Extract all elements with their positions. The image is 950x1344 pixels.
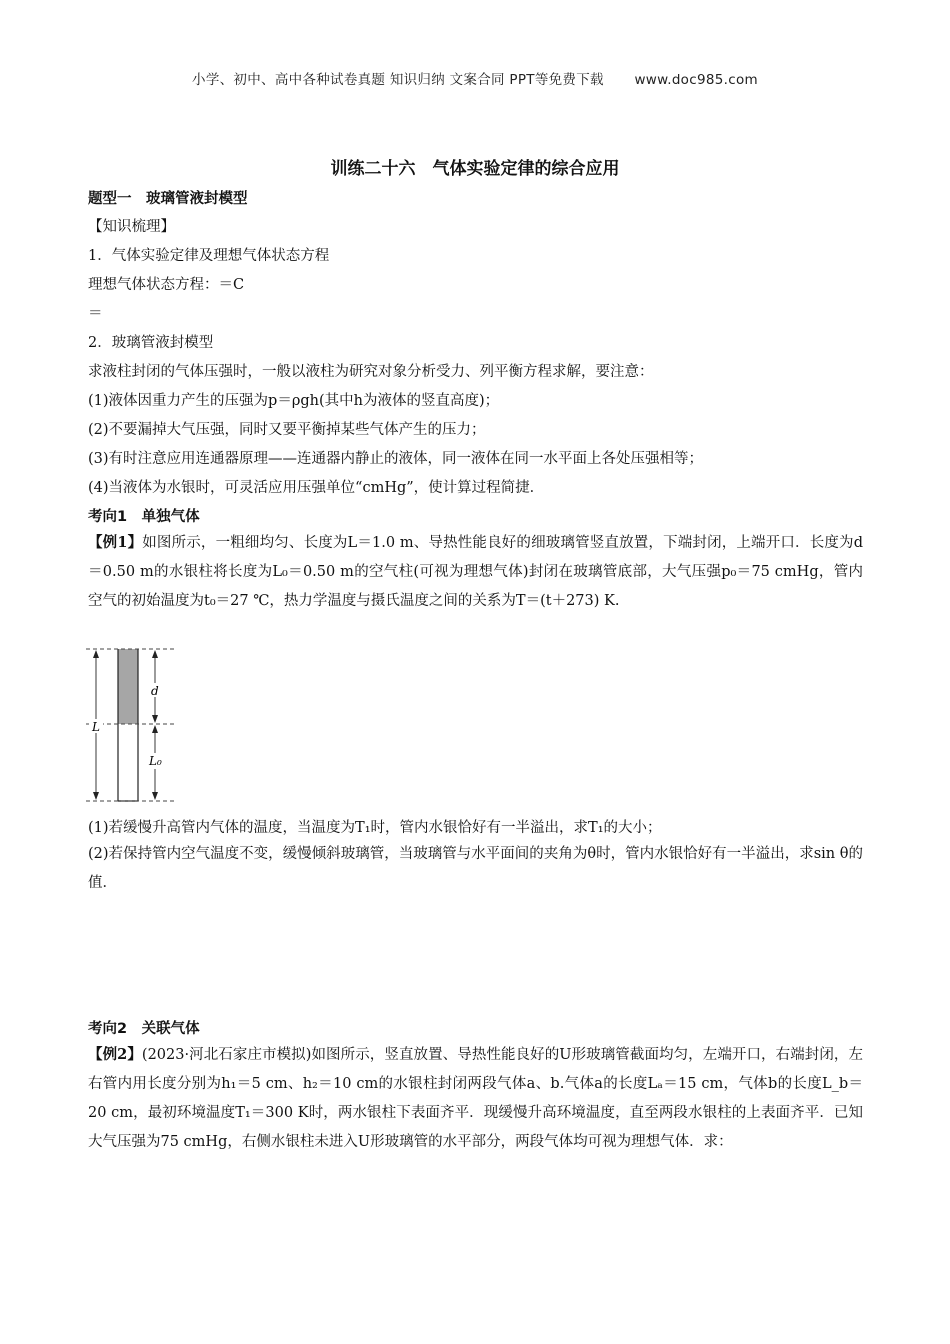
- label-L: L: [92, 720, 100, 734]
- label-d: d: [151, 684, 159, 698]
- mercury-column: [118, 649, 138, 724]
- knowledge-label: 【知识梳理】: [88, 219, 175, 235]
- example2: [88, 1040, 863, 1157]
- state-equation: 理想气体状态方程：＝C: [88, 277, 245, 293]
- section1-heading: 题型一 玻璃管液封模型: [88, 191, 248, 207]
- example1: [88, 528, 863, 616]
- header-site[interactable]: www.doc985.com: [634, 72, 758, 88]
- example2-text: (2023·河北石家庄市模拟)如图所示，竖直放置、导热性能良好的U形玻璃管截面均匀，左端开口，右端封闭，左右管内用长度分别为h₁＝5 cm、h₂＝10 cm的水银柱封闭两段气体a、b.气体a的长度Lₐ＝15 cm，气体b的长度L_b＝20 cm，最初环境温度T₁＝300 K时，两水银柱下表面齐平．现缓慢升高环境温度，直至两段水银柱的上表面齐平．已知大气压强为75 cmHg，右侧水银柱未进入U形玻璃管的水平部分，两段气体均可视为理想气体．求：: [88, 1047, 864, 1150]
- item1: 1．气体实验定律及理想气体状态方程: [88, 248, 330, 264]
- topic2-heading: 考向2 关联气体: [88, 1021, 200, 1037]
- arrow-d-bottom: [152, 715, 158, 723]
- topic1-heading: 考向1 单独气体: [88, 509, 200, 525]
- arrow-L0-top: [152, 725, 158, 733]
- point4: (4)当液体为水银时，可灵活应用压强单位“cmHg”，使计算过程简捷．: [88, 480, 545, 496]
- arrow-d-top: [152, 650, 158, 658]
- header-text: 小学、初中、高中各种试卷真题 知识归纳 文案合同 PPT等免费下载: [192, 72, 604, 88]
- example2-label: 【例2】: [88, 1046, 142, 1063]
- item2: 2．玻璃管液封模型: [88, 335, 214, 351]
- point1: (1)液体因重力产生的压强为p＝ρgh(其中h为液体的竖直高度)；: [88, 393, 500, 409]
- intro: 求液柱封闭的气体压强时，一般以液柱为研究对象分析受力、列平衡方程求解，要注意：: [88, 364, 654, 380]
- arrow-L-top: [93, 650, 99, 658]
- point2: (2)不要漏掉大气压强，同时又要平衡掉某些气体产生的压力；: [88, 422, 486, 438]
- arrow-L0-bottom: [152, 792, 158, 800]
- equation-line: ＝: [88, 306, 103, 322]
- point3: (3)有时注意应用连通器原理——连通器内静止的液体，同一液体在同一水平面上各处压强相等；: [88, 451, 704, 467]
- arrow-L-bottom: [93, 792, 99, 800]
- label-L0: L₀: [149, 754, 162, 768]
- question2: (2)若保持管内空气温度不变，缓慢倾斜玻璃管，当玻璃管与水平面间的夹角为θ时，管内水银恰好有一半溢出，求sin θ的值．: [88, 846, 863, 891]
- example1-label: 【例1】: [88, 534, 143, 551]
- question1: (1)若缓慢升高管内气体的温度，当温度为T₁时，管内水银恰好有一半溢出，求T₁的大小；: [88, 820, 662, 836]
- page-title: 训练二十六 气体实验定律的综合应用: [330, 159, 620, 179]
- figure1-tube-diagram: [82, 643, 182, 808]
- example1-text: 如图所示，一粗细均匀、长度为L＝1.0 m、导热性能良好的细玻璃管竖直放置，下端封闭，上端开口．长度为d＝0.50 m的水银柱将长度为L₀＝0.50 m的空气柱(可视为理想气体)封闭在玻璃管底部，大气压强p₀＝75 cmHg，管内空气的初始温度为t₀＝27 ℃，热力学温度与摄氏温度之间的关系为T＝(t＋273) K.: [88, 535, 863, 609]
- page-header: [0, 68, 950, 88]
